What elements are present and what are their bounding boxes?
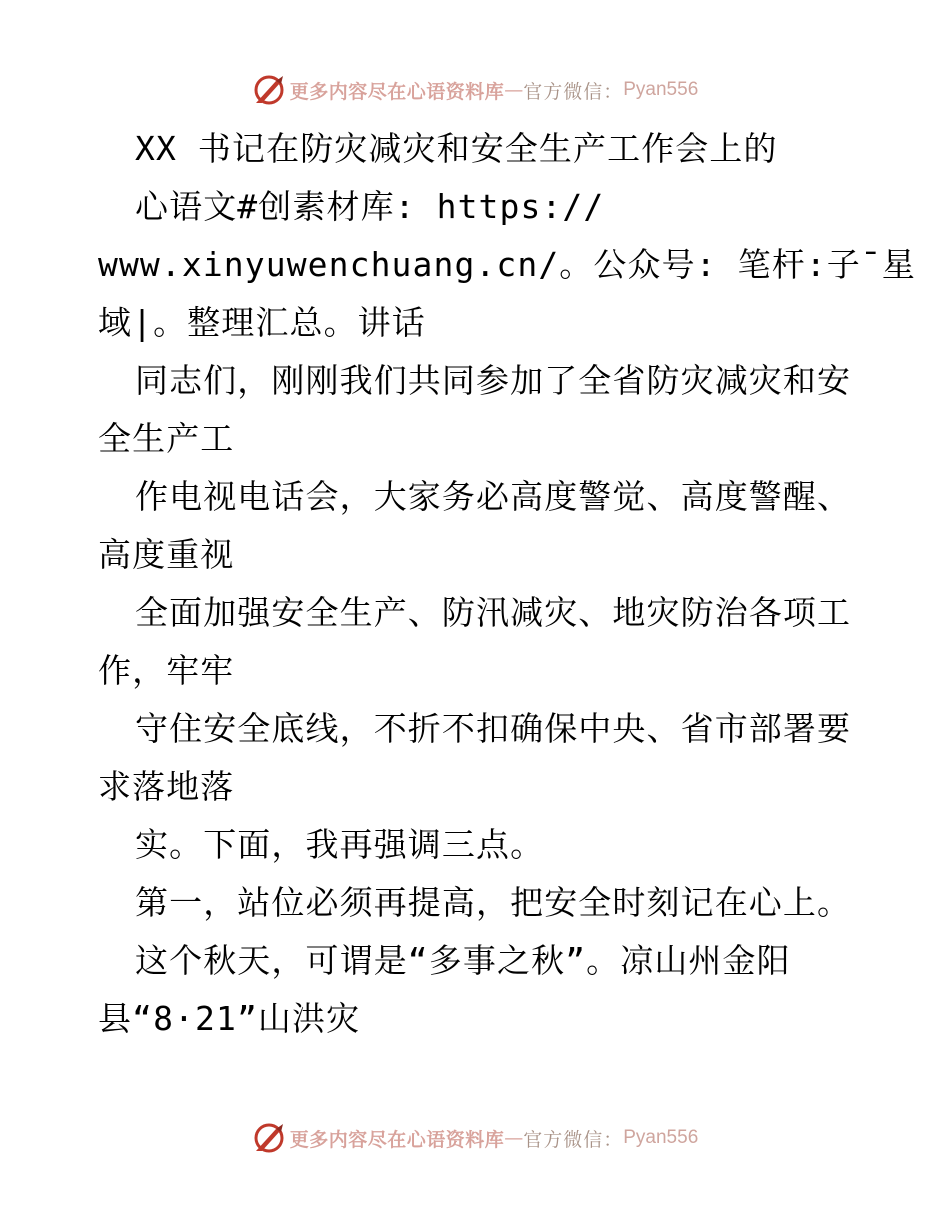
section-heading-line: 第一，站位必须再提高，把安全时刻记在心上。 — [135, 883, 852, 922]
document-title-line: XX 书记在防灾减灾和安全生产工作会上的 — [135, 129, 778, 168]
paragraph-line: 县“8·21”山洪灾 — [98, 999, 361, 1038]
quill-pen-circle-icon — [252, 73, 286, 107]
footer-watermark — [0, 1118, 950, 1158]
watermark-brand-text: 更多内容尽在心语资料库 — [289, 80, 505, 103]
paragraph-line: 作，牢牢 — [98, 651, 235, 690]
watermark-wechat-id: Pyan556 — [623, 79, 699, 100]
watermark-wechat-id: Pyan556 — [623, 1127, 699, 1148]
watermark-separator: — — [504, 1127, 524, 1149]
paragraph-line: 守住安全底线，不折不扣确保中央、省市部署要 — [135, 709, 852, 748]
paragraph-line: 全生产工 — [98, 419, 235, 458]
document-body — [98, 120, 916, 1048]
paragraph-line: 全面加强安全生产、防汛减灾、地灾防治各项工 — [135, 593, 852, 632]
paragraph-line: 这个秋天，可谓是“多事之秋”。凉山州金阳 — [135, 941, 791, 980]
watermark-brand-text: 更多内容尽在心语资料库 — [289, 1128, 505, 1151]
paragraph-line: 实。下面，我再强调三点。 — [135, 825, 545, 864]
source-note-line: 域|。整理汇总。讲话 — [98, 303, 426, 342]
paragraph-line: 求落地落 — [98, 767, 235, 806]
quill-pen-circle-icon — [252, 1121, 286, 1155]
paragraph-line: 作电视电话会，大家务必高度警觉、高度警醒、 — [135, 477, 852, 516]
watermark-separator: — — [504, 79, 524, 101]
source-line: 心语文#创素材库: https:// — [135, 187, 605, 226]
watermark-wechat-label: 官方微信： — [523, 1128, 624, 1151]
source-url-line: www.xinyuwenchuang.cn/。公众号: 笔杆:子¯星 — [98, 245, 916, 284]
watermark-wechat-label: 官方微信： — [523, 80, 624, 103]
header-watermark — [0, 70, 950, 110]
paragraph-line: 高度重视 — [98, 535, 235, 574]
paragraph-line: 同志们，刚刚我们共同参加了全省防灾减灾和安 — [135, 361, 852, 400]
